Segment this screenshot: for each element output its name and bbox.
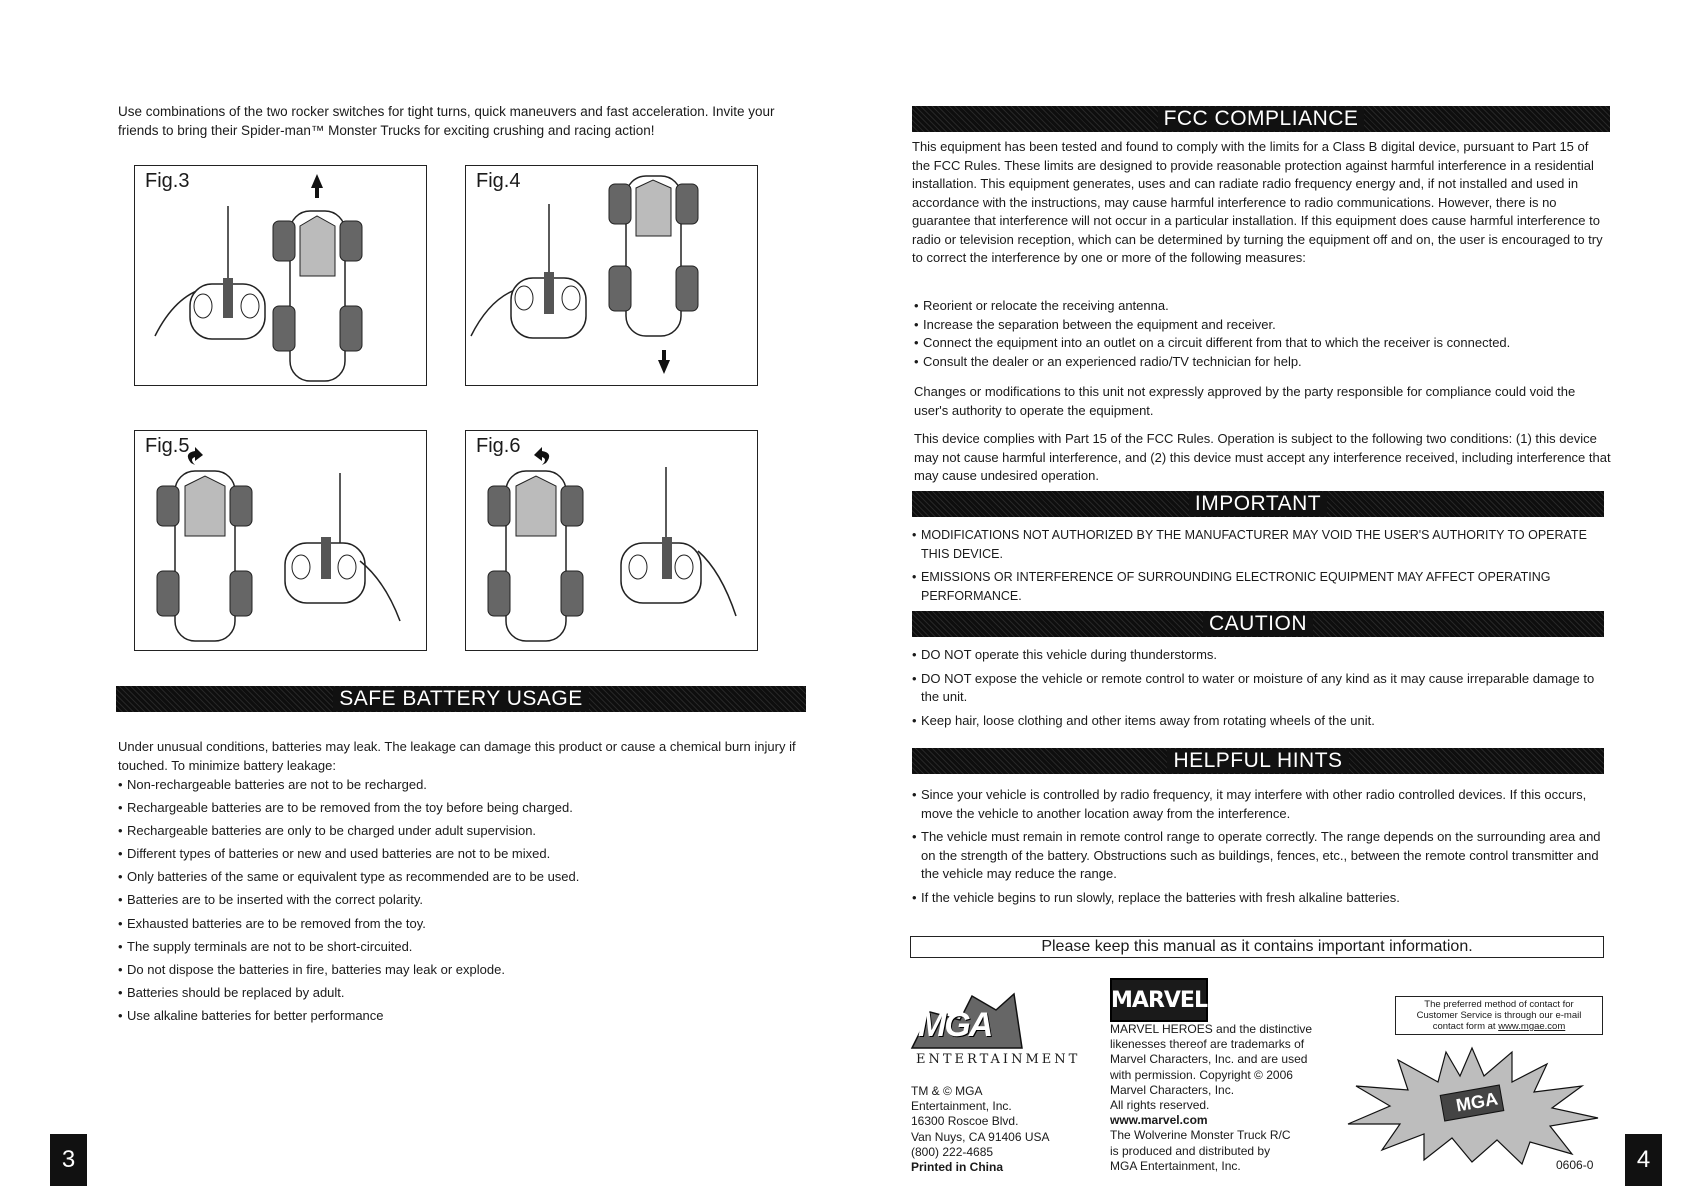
notice-line: All rights reserved. [1110, 1098, 1210, 1113]
figure-label: Fig.5 [145, 435, 190, 457]
address-line: TM & © MGA [911, 1084, 983, 1098]
page-number-right: 4 [1625, 1134, 1662, 1186]
figure-label: Fig.6 [476, 435, 521, 457]
section-heading-text: CAUTION [1203, 612, 1313, 636]
notice-line: likenesses thereof are trademarks of [1110, 1037, 1305, 1052]
truck-remote-illustration [135, 166, 426, 385]
address-line: (800) 222-4685 [911, 1144, 994, 1159]
burst-logo-text: MGA [1454, 1088, 1500, 1116]
list-item: • Rechargeable batteries are to be removed from the toy before being charged. [118, 799, 798, 818]
list-item: • Rechargeable batteries are only to be charged under adult supervision. [118, 822, 798, 841]
contact-line-text: contact form at [1432, 1021, 1499, 1032]
fcc-paragraph-1: This equipment has been tested and found to comply with the limits for a Class B digital device, pursuant to Part 15 of the FCC Rules. These limits are designed to provide reasonable protection against harmful interference in a residential installation. This equipment generates, uses and can radiate radio frequency energy and, if not installed and used in accordance with the instructions, may cause harmful interference to radio communications. However, there is no guarantee that interference will not occur in a particular installation. If this equipment does cause harmful interference to radio or television reception, which can be determined by turning the equipment off and on, the user is encouraged to try to correct the interference by one or more of the following measures: [912, 139, 1603, 265]
contact-line [1399, 1021, 1599, 1032]
marvel-logo: MARVEL [1110, 978, 1208, 1022]
hints-list [912, 786, 1604, 907]
section-heading-helpful-hints [912, 748, 1604, 774]
notice-line: is produced and distributed by [1110, 1143, 1271, 1158]
address-line: Entertainment, Inc. [911, 1099, 1012, 1114]
mga-logo-text: MGA [918, 1006, 992, 1044]
contact-link[interactable]: www.mgae.com [1498, 1021, 1566, 1032]
mga-logo-subtext: ENTERTAINMENT [916, 1052, 1081, 1067]
page-number-left: 3 [50, 1134, 87, 1186]
mga-address [911, 1084, 1071, 1175]
mga-logo [910, 990, 1081, 1075]
list-item: • Batteries should be replaced by adult. [118, 984, 798, 1003]
list-item: • DO NOT expose the vehicle or remote control to water or moisture of any kind as it may cause irreparable damage to the unit. [912, 670, 1604, 707]
battery-list [118, 776, 798, 1030]
list-item: • EMISSIONS OR INTERFERENCE OF SURROUNDING ELECTRONIC EQUIPMENT MAY AFFECT OPERATING PERFORMANCE. [912, 568, 1592, 605]
section-heading-safe-battery [116, 686, 806, 712]
list-item: • Batteries are to be inserted with the correct polarity. [118, 891, 798, 910]
section-heading-text: HELPFUL HINTS [1167, 749, 1348, 773]
section-heading-text: SAFE BATTERY USAGE [333, 687, 589, 711]
keep-manual-note: Please keep this manual as it contains important information. [910, 936, 1604, 958]
list-item: • MODIFICATIONS NOT AUTHORIZED BY THE MANUFACTURER MAY VOID THE USER'S AUTHORITY TO OPERATE THIS DEVICE. [912, 526, 1592, 563]
list-item: • Do not dispose the batteries in fire, batteries may leak or explode. [118, 961, 798, 980]
section-heading-fcc [912, 106, 1610, 132]
list-item: • Exhausted batteries are to be removed from the toy. [118, 915, 798, 934]
list-item: • Since your vehicle is controlled by radio frequency, it may interfere with other radio controlled devices. If this occurs, move the vehicle to another location away from the interference. [912, 786, 1604, 823]
figure-4 [465, 165, 758, 386]
address-line: Van Nuys, CA 91406 USA [911, 1129, 1050, 1144]
list-item: • Different types of batteries or new and used batteries are not to be mixed. [118, 845, 798, 864]
fcc-paragraph-3: This device complies with Part 15 of the FCC Rules. Operation is subject to the following two conditions: (1) this device may not cause harmful interference, and (2) this device must accept any interference received, including interference that may cause undesired operation. [914, 431, 1611, 483]
figure-3 [134, 165, 427, 386]
caution-list [912, 646, 1604, 730]
list-item: • Connect the equipment into an outlet on a circuit different from that to which the receiver is connected. [914, 334, 1606, 353]
figure-label: Fig.4 [476, 170, 521, 192]
marvel-notice [1110, 1022, 1360, 1174]
intro-text: Use combinations of the two rocker switches for tight turns, quick maneuvers and fast acceleration. Invite your friends to bring their Spider-man™ Monster Trucks for exciting crushing and racing action! [118, 104, 775, 138]
section-heading-text: IMPORTANT [1189, 492, 1327, 516]
address-line: 16300 Roscoe Blvd. [911, 1114, 1019, 1129]
section-heading-important [912, 491, 1604, 517]
fcc-measures-list [914, 297, 1606, 371]
battery-intro: Under unusual conditions, batteries may leak. The leakage can damage this product or cause a chemical burn injury if touched. To minimize battery leakage: [118, 739, 796, 773]
section-heading-caution [912, 611, 1604, 637]
list-item: • Use alkaline batteries for better performance [118, 1007, 798, 1026]
list-item: • Non-rechargeable batteries are not to be recharged. [118, 776, 798, 795]
list-item: • DO NOT operate this vehicle during thunderstorms. [912, 646, 1604, 665]
figure-label: Fig.3 [145, 170, 190, 192]
notice-line: Marvel Characters, Inc. [1110, 1082, 1235, 1097]
truck-remote-illustration [135, 431, 426, 650]
notice-line: The Wolverine Monster Truck R/C [1110, 1128, 1291, 1143]
list-item: • If the vehicle begins to run slowly, replace the batteries with fresh alkaline batteries. [912, 889, 1604, 908]
list-item: • The supply terminals are not to be short-circuited. [118, 938, 798, 957]
list-item: • Increase the separation between the equipment and receiver. [914, 316, 1606, 335]
fcc-paragraph-2: Changes or modifications to this unit not expressly approved by the party responsible for compliance could void the user's authority to operate the equipment. [914, 384, 1576, 418]
notice-line: Marvel Characters, Inc. and are used [1110, 1052, 1308, 1067]
section-heading-text: FCC COMPLIANCE [1158, 107, 1365, 131]
figure-6 [465, 430, 758, 651]
list-item: • Keep hair, loose clothing and other items away from rotating wheels of the unit. [912, 712, 1604, 731]
notice-line: MGA Entertainment, Inc. [1110, 1158, 1241, 1173]
important-list [912, 526, 1592, 605]
contact-line: Customer Service is through our e-mail [1416, 1010, 1582, 1021]
list-item: • Reorient or relocate the receiving antenna. [914, 297, 1606, 316]
truck-remote-illustration [466, 166, 757, 385]
truck-remote-illustration [466, 431, 757, 650]
figure-5 [134, 430, 427, 651]
printed-in: Printed in China [911, 1160, 1004, 1175]
notice-line: with permission. Copyright © 2006 [1110, 1067, 1293, 1082]
list-item: • The vehicle must remain in remote control range to operate correctly. The range depends on the surrounding area and on the strength of the battery. Obstructions such as buildings, fences, etc., between the remote control transmitter and the vehicle may reduce the range. [912, 828, 1604, 884]
list-item: • Consult the dealer or an experienced radio/TV technician for help. [914, 353, 1606, 372]
list-item: • Only batteries of the same or equivalent type as recommended are to be used. [118, 868, 798, 887]
contact-line: The preferred method of contact for [1424, 999, 1574, 1010]
marvel-website: www.marvel.com [1110, 1113, 1208, 1128]
notice-line: MARVEL HEROES and the distinctive [1110, 1022, 1313, 1036]
contact-box [1395, 996, 1603, 1035]
document-code: 0606-0 [1556, 1158, 1594, 1172]
